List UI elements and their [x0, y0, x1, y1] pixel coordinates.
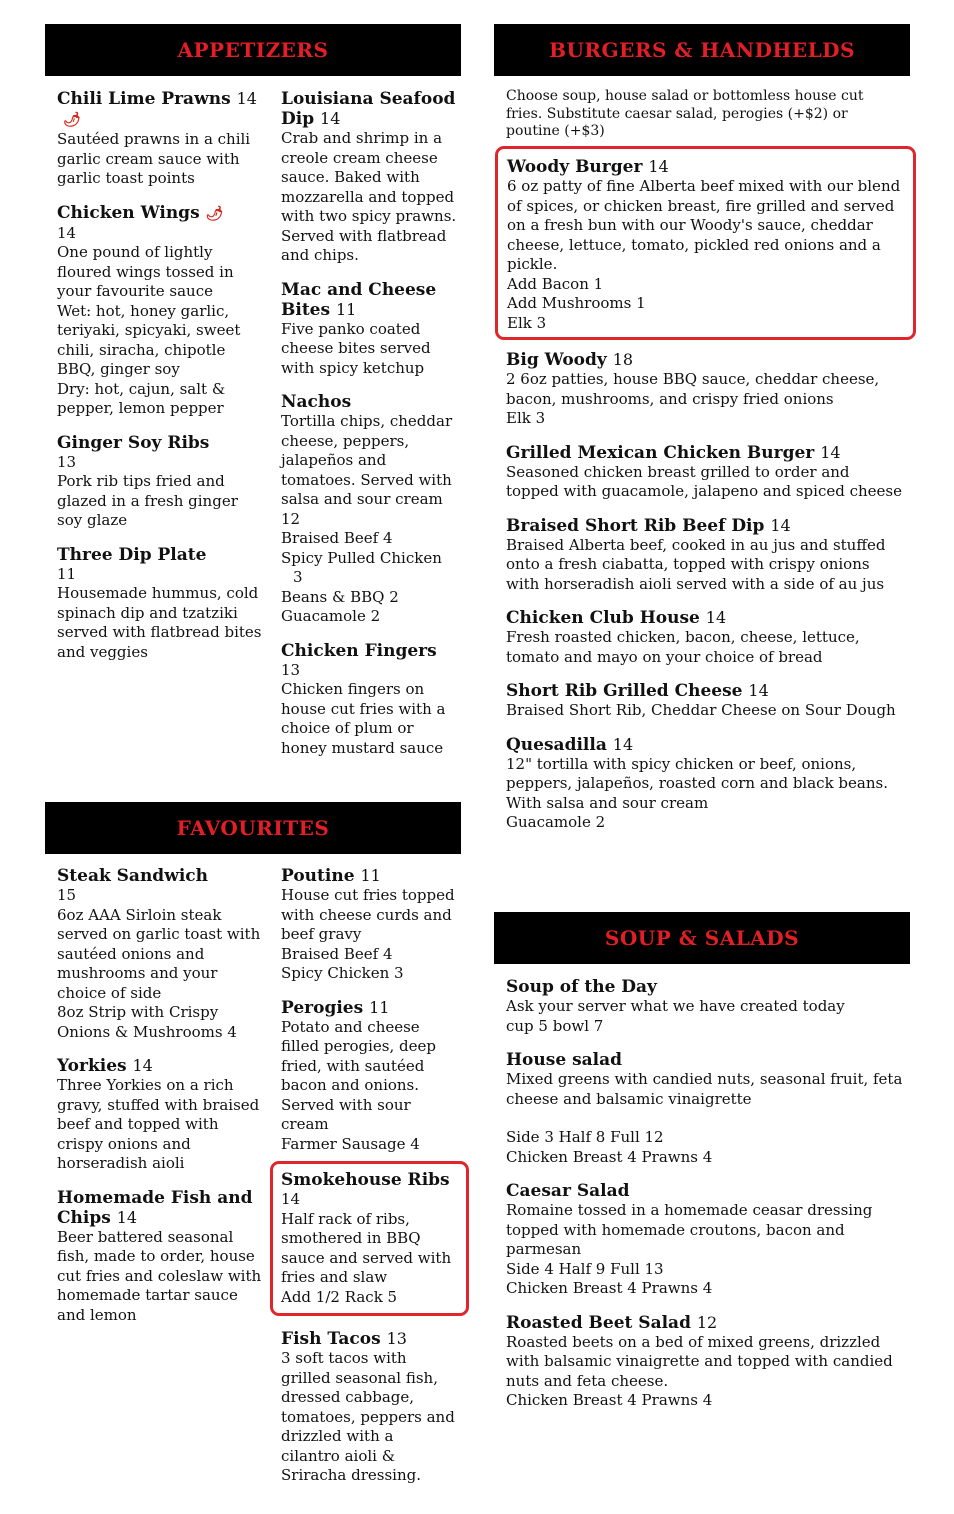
burgers-banner: BURGERS & HANDHELDS: [494, 24, 910, 76]
menu-item-chicken-wings: Chicken Wings 🌶 14 One pound of lightly floured wings tossed in your favourite sauce Wet: hot, honey garlic, teriyaki, spicyaki, sweet chili, siracha, chipotle BBQ, ginger soy Dry: hot, cajun, salt & pepper, lemon pepper: [57, 202, 241, 417]
menu-item-fish-and-chips: Homemade Fish and Chips 14 Beer battered seasonal fish, made to order, house cut fries and coleslaw with homemade tartar sauce and lemon: [57, 1187, 262, 1324]
menu-item-ginger-soy-ribs: Ginger Soy Ribs 13 Pork rib tips fried and glazed in a fresh ginger soy glaze: [57, 432, 238, 529]
favourites-left-column: [57, 866, 262, 1339]
menu-item-roasted-beet-salad: Roasted Beet Salad 12 Roasted beets on a bed of mixed greens, drizzled with balsamic vinaigrette and topped with candied nuts and feta cheese. Chicken Breast 4 Prawns 4: [506, 1312, 893, 1409]
appetizers-banner: APPETIZERS: [45, 24, 461, 76]
menu-item-poutine: Poutine 11 House cut fries topped with cheese curds and beef gravy Braised Beef 4 Spicy Chicken 3: [281, 866, 455, 982]
soup-banner: SOUP & SALADS: [494, 912, 910, 964]
menu-item-short-rib-beef-dip: Braised Short Rib Beef Dip 14 Braised Alberta beef, cooked in au jus and stuffed onto a fresh ciabatta, topped with crispy onions with horseradish aioli served with a side of au jus: [506, 515, 886, 593]
menu-item-steak-sandwich: Steak Sandwich 15 6oz AAA Sirloin steak served on garlic toast with sautéed onions and mushrooms and your choice of side 8oz Strip with Crispy Onions & Mushrooms 4: [57, 866, 261, 1041]
menu-item-short-rib-grilled-cheese: Short Rib Grilled Cheese 14 Braised Short Rib, Cheddar Cheese on Sour Dough: [506, 681, 896, 719]
menu-item-big-woody: Big Woody 18 2 6oz patties, house BBQ sauce, cheddar cheese, bacon, mushrooms, and crispy fried onions Elk 3: [506, 350, 880, 427]
menu-item-caesar-salad: Caesar Salad Romaine tossed in a homemade ceasar dressing topped with homemade croutons, bacon and parmesan Side 4 Half 9 Full 13 Chicken Breast 4 Prawns 4: [506, 1181, 873, 1297]
menu-item-perogies: Perogies 11 Potato and cheese filled perogies, deep fried, with sautéed bacon and onions. Served with sour cream Farmer Sausage 4: [281, 997, 436, 1153]
chili-pepper-icon: 🌶: [205, 205, 224, 222]
menu-item-chili-lime-prawns: Chili Lime Prawns 14🌶 Sautéed prawns in a chili garlic cream sauce with garlic toast points: [57, 89, 257, 187]
appetizers-left-column: [57, 89, 262, 676]
menu-item-nachos: Nachos Tortilla chips, cheddar cheese, peppers, jalapeños and tomatoes. Served with salsa and sour cream 12 Braised Beef 4 Spicy Pulled Chicken 3 Beans & BBQ 2 Guacamole 2: [281, 392, 453, 625]
menu-item-three-dip-plate: Three Dip Plate 11 Housemade hummus, cold spinach dip and tzatziki served with flatbread bites and veggies: [57, 544, 262, 661]
menu-item-mac-and-cheese-bites: Mac and Cheese Bites 11 Five panko coated cheese bites served with spicy ketchup: [281, 279, 437, 377]
menu-item-soup-of-the-day: Soup of the Day Ask your server what we have created today cup 5 bowl 7: [506, 977, 845, 1035]
menu-item-woody-burger: Woody Burger 14 6 oz patty of fine Alberta beef mixed with our blend of spices, or chicken breast, fire grilled and served on a fresh bun with our Woody's sauce, cheddar cheese, lettuce, tomato, pickled red onions and a pickle. Add Bacon 1 Add Mushrooms 1 Elk 3: [495, 146, 916, 340]
menu-item-louisiana-seafood-dip: Louisiana Seafood Dip 14 Crab and shrimp in a creole cream cheese sauce. Baked with mozzarella and topped with two spicy prawns. Served with flatbread and chips.: [281, 89, 457, 264]
menu-item-grilled-mexican-chicken-burger: Grilled Mexican Chicken Burger 14 Seasoned chicken breast grilled to order and topped with guacamole, jalapeno and spiced cheese: [506, 442, 902, 500]
burgers-column: [506, 350, 906, 847]
menu-item-quesadilla: Quesadilla 14 12" tortilla with spicy chicken or beef, onions, peppers, jalapeños, roasted corn and black beans. With salsa and sour cream Guacamole 2: [506, 734, 888, 831]
favourites-right-column: [281, 866, 459, 1168]
menu-item-fish-tacos: Fish Tacos 13 3 soft tacos with grilled seasonal fish, dressed cabbage, tomatoes, peppers and drizzled with a cilantro aioli & Sriracha dressing.: [281, 1329, 455, 1484]
menu-item-smokehouse-ribs: Smokehouse Ribs 14 Half rack of ribs, smothered in BBQ sauce and served with fries and slaw Add 1/2 Rack 5: [270, 1161, 469, 1316]
menu-item-yorkies: Yorkies 14 Three Yorkies on a rich gravy, stuffed with braised beef and topped with crispy onions and horseradish aioli: [57, 1056, 260, 1172]
appetizers-right-column: [281, 89, 459, 772]
favourites-banner: FAVOURITES: [45, 802, 461, 854]
chili-pepper-icon: 🌶: [63, 112, 81, 128]
menu-item-house-salad: House salad Mixed greens with candied nuts, seasonal fruit, feta cheese and balsamic vinaigrette Side 3 Half 8 Full 12 Chicken Breast 4 Prawns 4: [506, 1050, 903, 1166]
burgers-intro: Choose soup, house salad or bottomless house cut fries. Substitute caesar salad, perogies (+$2) or poutine (+$3): [506, 88, 864, 139]
menu-item-chicken-club-house: Chicken Club House 14 Fresh roasted chicken, bacon, cheese, lettuce, tomato and mayo on your choice of bread: [506, 608, 860, 666]
soup-salads-column: [506, 977, 906, 1425]
menu-item-chicken-fingers: Chicken Fingers 13 Chicken fingers on house cut fries with a choice of plum or honey mustard sauce: [281, 640, 446, 757]
